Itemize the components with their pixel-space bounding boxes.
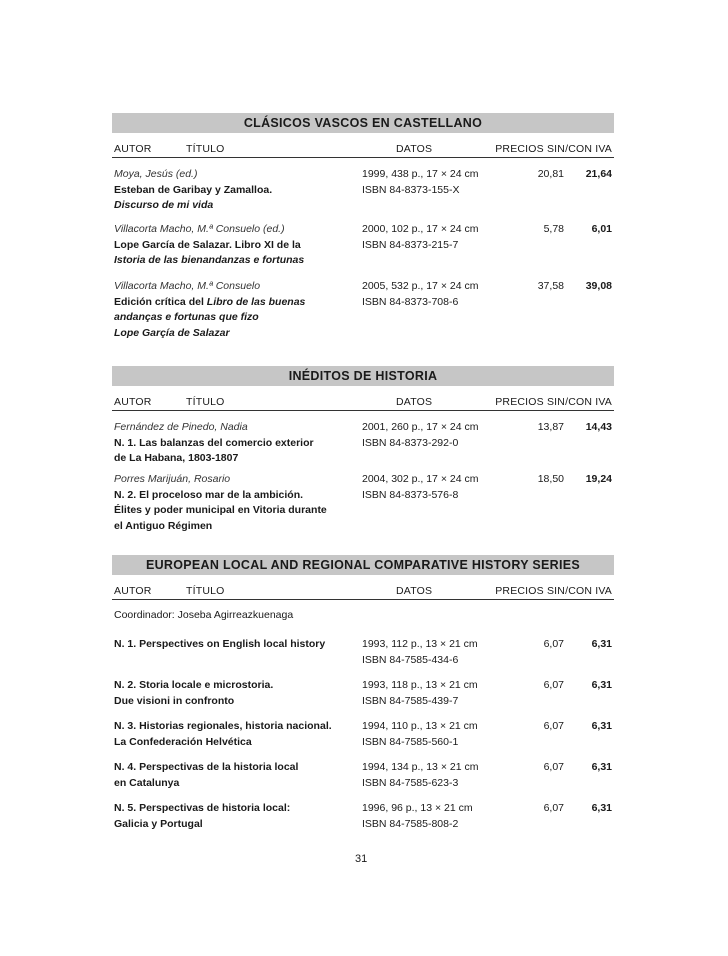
- price-without-vat: 6,07: [543, 638, 564, 650]
- entry-isbn: ISBN 84-8373-708-6: [362, 295, 459, 308]
- price-with-vat: 6,31: [591, 720, 612, 732]
- column-header-precios: PRECIOS SIN/CON IVA: [495, 396, 612, 408]
- column-headers: [112, 386, 614, 411]
- price-with-vat: 6,31: [591, 638, 612, 650]
- price-without-vat: 6,07: [543, 720, 564, 732]
- column-headers: [112, 133, 614, 158]
- entry-edition: 2005, 532 p., 17 × 24 cm: [362, 280, 479, 292]
- column-headers: [112, 575, 614, 600]
- entry-isbn: ISBN 84-7585-623-3: [362, 776, 459, 789]
- entry-title: [114, 295, 354, 311]
- column-header-titulo: TÍTULO: [186, 143, 225, 155]
- entry-author: Porres Marijuán, Rosario: [114, 473, 231, 485]
- column-header-precios: PRECIOS SIN/CON IVA: [495, 143, 612, 155]
- entry-title: N. 2. El proceloso mar de la ambición.: [114, 488, 304, 501]
- price-with-vat: 6,31: [591, 679, 612, 691]
- entry-isbn: ISBN 84-7585-808-2: [362, 817, 459, 830]
- section-ineditos-historia: [112, 366, 614, 411]
- price-with-vat: 39,08: [585, 280, 612, 292]
- entry-title: N. 4. Perspectivas de la historia local: [114, 761, 299, 773]
- entry-subtitle: andanças e fortunas que fizo: [114, 311, 259, 323]
- entry-title: Galicia y Portugal: [114, 817, 203, 830]
- price-without-vat: 13,87: [537, 421, 564, 433]
- price-without-vat: 37,58: [537, 280, 564, 292]
- entry-title: N. 3. Historias regionales, historia nacional.: [114, 720, 332, 732]
- price-without-vat: 6,07: [543, 761, 564, 773]
- entry-title: N. 2. Storia locale e microstoria.: [114, 679, 274, 691]
- entry-title: Élites y poder municipal en Vitoria durante: [114, 504, 327, 516]
- entry-title-part: Edición crítica del: [114, 295, 207, 308]
- section-title: EUROPEAN LOCAL AND REGIONAL COMPARATIVE HISTORY SERIES: [112, 555, 614, 575]
- entry-edition: 2001, 260 p., 17 × 24 cm: [362, 421, 479, 433]
- entry-edition: 2000, 102 p., 17 × 24 cm: [362, 223, 479, 235]
- entry-isbn: ISBN 84-8373-576-8: [362, 488, 459, 501]
- entry-edition: 1993, 118 p., 13 × 21 cm: [362, 679, 478, 691]
- price-with-vat: 19,24: [585, 473, 612, 485]
- section-european-history-series: [112, 555, 614, 600]
- entry-subtitle: Discurso de mi vida: [114, 199, 214, 211]
- column-header-datos: DATOS: [396, 143, 433, 155]
- entry-title: Lope García de Salazar. Libro XI de la: [114, 238, 301, 251]
- price-without-vat: 6,07: [543, 802, 564, 814]
- entry-isbn: ISBN 84-7585-560-1: [362, 735, 459, 748]
- entry-title: el Antiguo Régimen: [114, 519, 213, 532]
- price-with-vat: 21,64: [585, 168, 612, 180]
- entry-edition: 1993, 112 p., 13 × 21 cm: [362, 638, 478, 650]
- entry-author: Villacorta Macho, M.ª Consuelo (ed.): [114, 223, 285, 235]
- entry-edition: 1994, 110 p., 13 × 21 cm: [362, 720, 478, 732]
- entry-edition: 1996, 96 p., 13 × 21 cm: [362, 802, 473, 814]
- column-header-precios: PRECIOS SIN/CON IVA: [495, 585, 612, 597]
- column-header-titulo: TÍTULO: [186, 396, 225, 408]
- column-header-autor: AUTOR: [114, 585, 152, 597]
- series-coordinator: Coordinador: Joseba Agirreazkuenaga: [114, 609, 294, 621]
- entry-edition: 1994, 134 p., 13 × 21 cm: [362, 761, 479, 773]
- price-with-vat: 6,31: [591, 802, 612, 814]
- entry-title: N. 1. Perspectives on English local history: [114, 638, 326, 650]
- page-number: 31: [355, 853, 368, 865]
- entry-subtitle: Istoria de las bienandanzas e fortunas: [114, 254, 305, 266]
- entry-title: en Catalunya: [114, 776, 180, 789]
- entry-isbn: ISBN 84-8373-215-7: [362, 238, 459, 251]
- column-header-datos: DATOS: [396, 585, 433, 597]
- price-without-vat: 18,50: [537, 473, 564, 485]
- column-header-datos: DATOS: [396, 396, 433, 408]
- entry-isbn: ISBN 84-7585-439-7: [362, 694, 459, 707]
- entry-isbn: ISBN 84-8373-155-X: [362, 183, 460, 196]
- price-with-vat: 6,01: [591, 223, 612, 235]
- entry-title: Due visioni in confronto: [114, 694, 235, 707]
- entry-title: Esteban de Garibay y Zamalloa.: [114, 183, 273, 196]
- price-with-vat: 14,43: [585, 421, 612, 433]
- entry-edition: 2004, 302 p., 17 × 24 cm: [362, 473, 479, 485]
- section-title: INÉDITOS DE HISTORIA: [112, 366, 614, 386]
- entry-isbn: ISBN 84-7585-434-6: [362, 653, 459, 666]
- price-without-vat: 20,81: [537, 168, 564, 180]
- entry-title-italic-part: Libro de las buenas: [206, 295, 306, 308]
- entry-subtitle: Lope Garçía de Salazar: [114, 326, 230, 339]
- entry-author: Moya, Jesús (ed.): [114, 168, 198, 180]
- entry-title: N. 1. Las balanzas del comercio exterior: [114, 436, 314, 449]
- price-without-vat: 5,78: [543, 223, 564, 235]
- entry-author: Villacorta Macho, M.ª Consuelo: [114, 280, 261, 292]
- entry-title: N. 5. Perspectivas de historia local:: [114, 802, 291, 814]
- entry-title: La Confederación Helvética: [114, 735, 252, 748]
- price-without-vat: 6,07: [543, 679, 564, 691]
- entry-author: Fernández de Pinedo, Nadia: [114, 421, 248, 433]
- section-clasicos-vascos: [112, 113, 614, 158]
- price-with-vat: 6,31: [591, 761, 612, 773]
- entry-title: de La Habana, 1803-1807: [114, 452, 239, 464]
- entry-edition: 1999, 438 p., 17 × 24 cm: [362, 168, 479, 180]
- column-header-autor: AUTOR: [114, 143, 152, 155]
- column-header-autor: AUTOR: [114, 396, 152, 408]
- column-header-titulo: TÍTULO: [186, 585, 225, 597]
- entry-isbn: ISBN 84-8373-292-0: [362, 436, 459, 449]
- section-title: CLÁSICOS VASCOS EN CASTELLANO: [112, 113, 614, 133]
